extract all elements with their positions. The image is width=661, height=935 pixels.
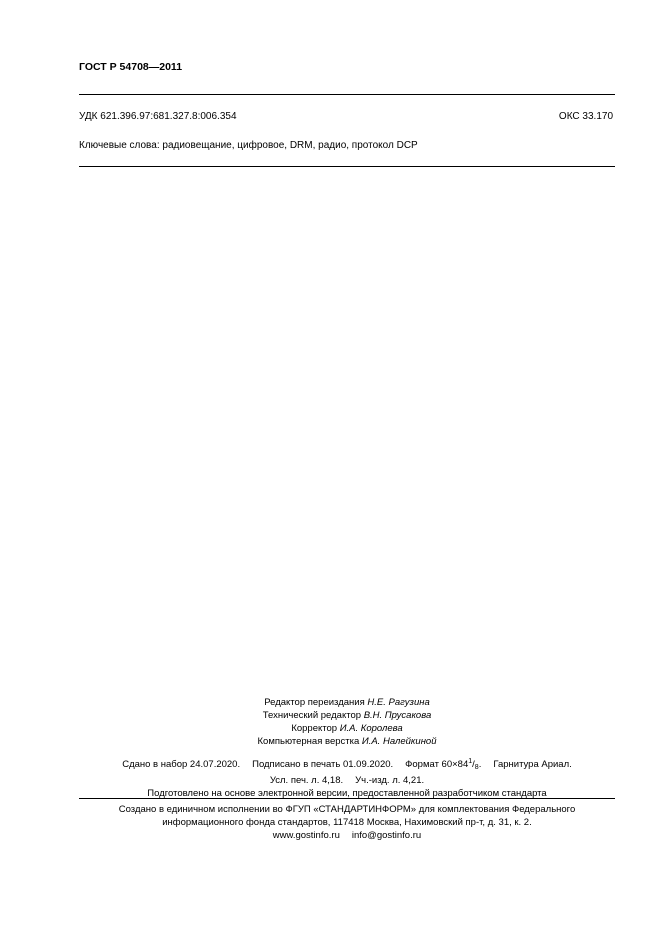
- typeface: Гарнитура Ариал.: [493, 759, 572, 770]
- credit-name: И.А. Налейкиной: [361, 736, 437, 747]
- document-title: ГОСТ Р 54708—2011: [79, 61, 183, 73]
- website-link[interactable]: www.gostinfo.ru: [272, 830, 340, 841]
- signed-date: Подписано в печать 01.09.2020.: [252, 759, 394, 770]
- producer-contacts: [79, 829, 615, 842]
- credit-label: Редактор переиздания: [264, 697, 365, 708]
- producer-line-1: Создано в единичном исполнении во ФГУП «СТАНДАРТИНФОРМ» для комплектования Федерального: [118, 804, 576, 815]
- prepared-note: Подготовлено на основе электронной версии, предоставленной разработчиком стандарта: [147, 788, 547, 799]
- credit-name: Н.Е. Рагузина: [367, 697, 430, 708]
- paper-format: Формат $60\times 84^1/_8$.: [405, 758, 482, 771]
- credits-block: [79, 696, 615, 748]
- publication-dates-row: [79, 755, 615, 774]
- keywords-line: [79, 140, 418, 152]
- format-denominator: 8: [474, 764, 479, 771]
- credit-layout: [79, 735, 615, 748]
- classification-divider: [79, 166, 615, 167]
- edition-sheets: Уч.-изд. л. 4,21.: [355, 775, 425, 786]
- credit-tech-editor: [79, 709, 615, 722]
- credit-label: Корректор: [291, 723, 338, 734]
- format-numerator: 1: [468, 758, 473, 765]
- oks-code: ОКС 33.170: [558, 111, 613, 122]
- publication-block: [79, 755, 615, 800]
- credit-editor: [79, 696, 615, 709]
- keywords-list: радиовещание, цифровое, DRM, радио, протокол DCP: [162, 140, 418, 151]
- credit-label: Компьютерная верстка: [257, 736, 360, 747]
- format-suffix: .: [478, 759, 482, 770]
- header-divider: [79, 94, 615, 95]
- keywords-label: Ключевые слова:: [79, 140, 160, 151]
- credit-label: Технический редактор: [262, 710, 362, 721]
- udk-code: УДК 621.396.97:681.327.8:006.354: [79, 111, 237, 122]
- credit-corrector: [79, 722, 615, 735]
- email-link[interactable]: info@gostinfo.ru: [351, 830, 422, 841]
- print-sheets: Усл. печ. л. 4,18.: [269, 775, 344, 786]
- credit-name: В.Н. Прусакова: [363, 710, 432, 721]
- format-prefix: Формат 60×84: [405, 759, 469, 770]
- producer-divider: [79, 798, 615, 799]
- publication-sheets-row: [79, 774, 615, 787]
- producer-block: [79, 803, 615, 842]
- producer-line-2: информационного фонда стандартов, 117418 Москва, Нахимовский пр-т, д. 31, к. 2.: [162, 817, 532, 828]
- submitted-date: Сдано в набор 24.07.2020.: [122, 759, 241, 770]
- credit-name: И.А. Королева: [339, 723, 403, 734]
